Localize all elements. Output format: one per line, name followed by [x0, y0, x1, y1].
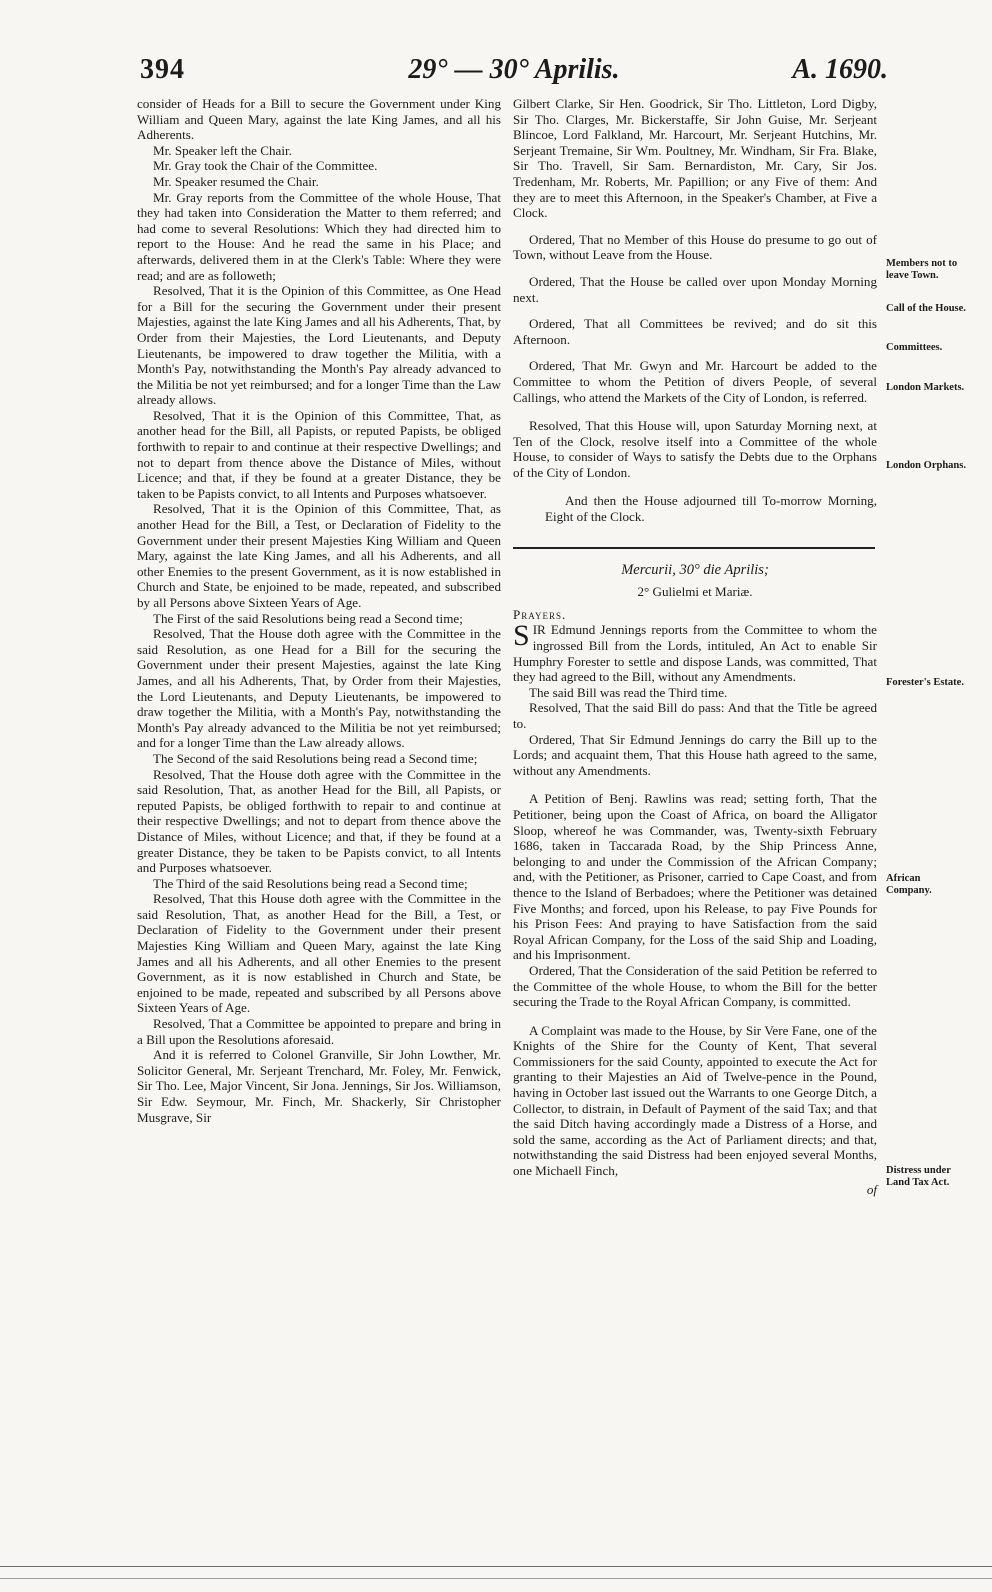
- paragraph: Resolved, That this House doth agree with the Committee in the said Resolution, That, as another Head for the Bill, a Test, or Declaration of Fidelity to the Government under their present Majesties King William and Queen Mary, against the late King James and all his Adherents, and all other Enemies to the present Government, as it is now established in Church and State, be enjoined to be made, repeated and subscribed by all Persons above Sixteen Years of Age.: [137, 891, 501, 1016]
- section-divider: [513, 547, 875, 549]
- paragraph: Resolved, That it is the Opinion of this Committee, as One Head for a Bill for the securing the Government under their present Majesties, against the late King James and all his Adherents, That, by Order from their Majesties, the Lord Lieutenants, and Deputy Lieutenants, be impowered to draw together the Militia, with a Month's Pay, notwithstanding the Month's Pay already advanced to the Militia be not yet reimbursed; and for a longer Time than the Law already allows.: [137, 283, 501, 408]
- paragraph: Ordered, That the House be called over upon Monday Morning next.: [513, 273, 877, 305]
- paragraph: Ordered, That Mr. Gwyn and Mr. Harcourt be added to the Committee to whom the Petition of divers People, of several Callings, who attend the Markets of the City of London, is referred.: [513, 358, 877, 405]
- paragraph: A Complaint was made to the House, by Sir Vere Fane, one of the Knights of the Shire for the County of Kent, That several Commissioners for the said County, appointed to execute the Act for granting to their Majesties an Aid of Twelve-pence in the Pound, having in October last issued out the Warrants to one George Ditch, a Collector, to distrain, in Default of Payment of the said Tax; and that the said Ditch having accordingly made a Distress of a Horse, and sold the same, according as the Act of Parliament directs; and that, notwithstanding the said Distress had been enjoyed several Months, one Michaell Finch,: [513, 1022, 877, 1179]
- paragraph: Resolved, That it is the Opinion of this Committee, That, as another head for the Bill, all Papists, or reputed Papists, be obliged forthwith to repair to and continue at their respective Dwellings; and not to depart from thence above the Distance of Miles, without Licence; and that, if they be found at a greater Distance, they be taken to be Papists convict, to all Intents and Purposes whatsoever.: [137, 407, 501, 501]
- bottom-rule: [0, 1578, 992, 1579]
- paragraph: Mr. Speaker resumed the Chair.: [153, 173, 319, 189]
- paragraph: Ordered, That no Member of this House do presume to go out of Town, without Leave from the House.: [513, 231, 877, 263]
- day-heading: Mercurii, 30° die Aprilis;: [621, 561, 769, 578]
- paragraph: Resolved, That this House will, upon Saturday Morning next, at Ten of the Clock, resolve itself into a Committee of the whole House, to consider of Ways to satisfy the Debts due to the Orphans of the City of London.: [513, 418, 877, 480]
- margin-note: London Orphans.: [886, 460, 966, 471]
- paragraph: Mr. Gray took the Chair of the Committee.: [153, 158, 378, 174]
- margin-note: Forester's Estate.: [886, 677, 964, 688]
- paragraph: Gilbert Clarke, Sir Hen. Goodrick, Sir Tho. Littleton, Lord Digby, Sir Tho. Clarges, Mr. Bickerstaffe, Sir John Guise, Mr. Serjeant Blincoe, Lord Falkland, Mr. Harcourt, Mr. Serjeant Hutchins, Mr. Serjeant Tremaine, Sir Wm. Poultney, Mr. Windham, Sir Fra. Blake, Sir Tho. Travell, Sir Sam. Bernardiston, Mr. Cary, Sir Jos. Tredenham, Mr. Roberts, Mr. Papillion; or any Five of them: And they are to meet this Afternoon, in the Speaker's Chamber, at Five a Clock.: [513, 96, 877, 221]
- margin-note: Distress under Land Tax Act.: [886, 1165, 951, 1188]
- right-column: [513, 96, 877, 1197]
- margin-note: Call of the House.: [886, 303, 966, 314]
- margin-note: London Markets.: [886, 382, 965, 393]
- margin-note: Committees.: [886, 342, 943, 353]
- paragraph: A Petition of Benj. Rawlins was read; setting forth, That the Petitioner, being upon the Coast of Africa, on board the Alligator Sloop, whereof he was Commander, was, Twenty-sixth February 1686, taken in Taccarada Road, by the Ship Princess Anne, belonging to and under the Commission of the African Company; and, with the Petitioner, as Prisoner, carried to Cape Coast, and from thence to the Island of Berbadoes; where the Petitioner was detained Five Months; and forced, upon his Release, to pay Five Pounds for his Prison Fees: And praying to have Satisfaction from the said Royal African Company, for the Loss of the said Ship and Loading, and his Imprisonment.: [513, 791, 877, 963]
- paragraph: The Second of the said Resolutions being read a Second time;: [153, 750, 478, 766]
- paragraph: Ordered, That Sir Edmund Jennings do carry the Bill up to the Lords; and acquaint them, That this House hath agreed to the same, without any Amendments.: [513, 731, 877, 778]
- paragraph: Mr. Gray reports from the Committee of the whole House, That they had taken into Consideration the Matter to them referred; and had come to several Resolutions: Which they had directed him to report to the House: And he read the same in his Place; and afterwards, delivered them in at the Clerk's Table: Where they were read; and are as followeth;: [137, 189, 501, 283]
- paragraph: And it is referred to Colonel Granville, Sir John Lowther, Mr. Solicitor General, Mr. Serjeant Trenchard, Mr. Foley, Mr. Fenwick, Sir Tho. Lee, Major Vincent, Sir Jona. Jennings, Sir Jos. Williamson, Sir Edw. Seymour, Mr. Finch, Mr. Shackerly, Sir Christopher Musgrave, Sir: [137, 1047, 501, 1125]
- paragraph: Resolved, That the House doth agree with the Committee in the said Resolution, That, as another Head for the Bill, all Papists, or reputed Papists, be obliged forthwith to repair to and continue at their respective Dwellings; and not to depart from thence above the Distance of Miles, without Licence; and that, if they be found at a greater Distance, they be taken to be Papists convict, to all Intents and Purposes whatsoever.: [137, 766, 501, 876]
- page-date: 29° — 30° Aprilis.: [408, 54, 620, 85]
- catchword: of: [866, 1181, 877, 1197]
- adjournment: And then the House adjourned till To-morrow Morning, Eight of the Clock.: [545, 493, 877, 525]
- margin-note: African Company.: [886, 873, 932, 896]
- prayers-heading: Prayers.: [513, 606, 567, 622]
- paragraph: The First of the said Resolutions being read a Second time;: [153, 610, 463, 626]
- bottom-rule: [0, 1566, 992, 1567]
- page-year: A. 1690.: [792, 54, 888, 85]
- margin-note: Members not to leave Town.: [886, 258, 958, 281]
- paragraph: The Third of the said Resolutions being read a Second time;: [153, 875, 468, 891]
- day-subheading: 2° Gulielmi et Mariæ.: [637, 584, 753, 600]
- paragraph: Mr. Speaker left the Chair.: [153, 142, 292, 158]
- paragraph: The said Bill was read the Third time.: [529, 684, 728, 700]
- paragraph: Ordered, That all Committees be revived; and do sit this Afternoon.: [513, 316, 877, 347]
- paragraph: consider of Heads for a Bill to secure the Government under King William and Queen Mary, against the late King James, and all his Adherents.: [137, 96, 501, 143]
- page-number: 394: [140, 54, 185, 85]
- paragraph: IR Edmund Jennings reports from the Committee to whom the ingrossed Bill from the Lords, intituled, An Act to enable Sir Humphry Forester to settle and dispose Lands, was committed, That they had agreed to the Bill, without any Amendments.: [513, 622, 877, 685]
- drop-cap: S: [513, 619, 530, 653]
- paragraph: Resolved, That it is the Opinion of this Committee, That, as another Head for the Bill, a Test, or Declaration of Fidelity to the Government under their present Majesties King William and Queen Mary, against the late King James, and all his Adherents, and all other Enemies to the present Government, as it is now established in Church and State, be enjoined to be made, repeated, and subscribed by all Persons above Sixteen Years of Age.: [137, 501, 501, 610]
- paragraph: Ordered, That the Consideration of the said Petition be referred to the Committee of the whole House, to whom the Bill for the better securing the Trade to the Royal African Company, is committed.: [513, 962, 877, 1010]
- left-column: [137, 96, 501, 1125]
- paragraph: Resolved, That the said Bill do pass: And that the Title be agreed to.: [513, 700, 877, 731]
- paragraph: Resolved, That the House doth agree with the Committee in the said Resolution, as one Head for a Bill for the securing the Government under their present Majesties, against the late King James, and all his Adherents, That, by Order from their Majesties, the Lord Lieutenants, and Deputy Lieutenants, be impowered to draw together the Militia, with a Month's Pay, notwithstanding the Month's Pay already advanced to the Militia be not yet reimbursed; and for a longer Time than the Law already allows.: [137, 626, 501, 751]
- forester-report: [513, 619, 877, 685]
- page-header: [140, 54, 888, 90]
- paragraph: Resolved, That a Committee be appointed to prepare and bring in a Bill upon the Resolutions aforesaid.: [137, 1016, 501, 1047]
